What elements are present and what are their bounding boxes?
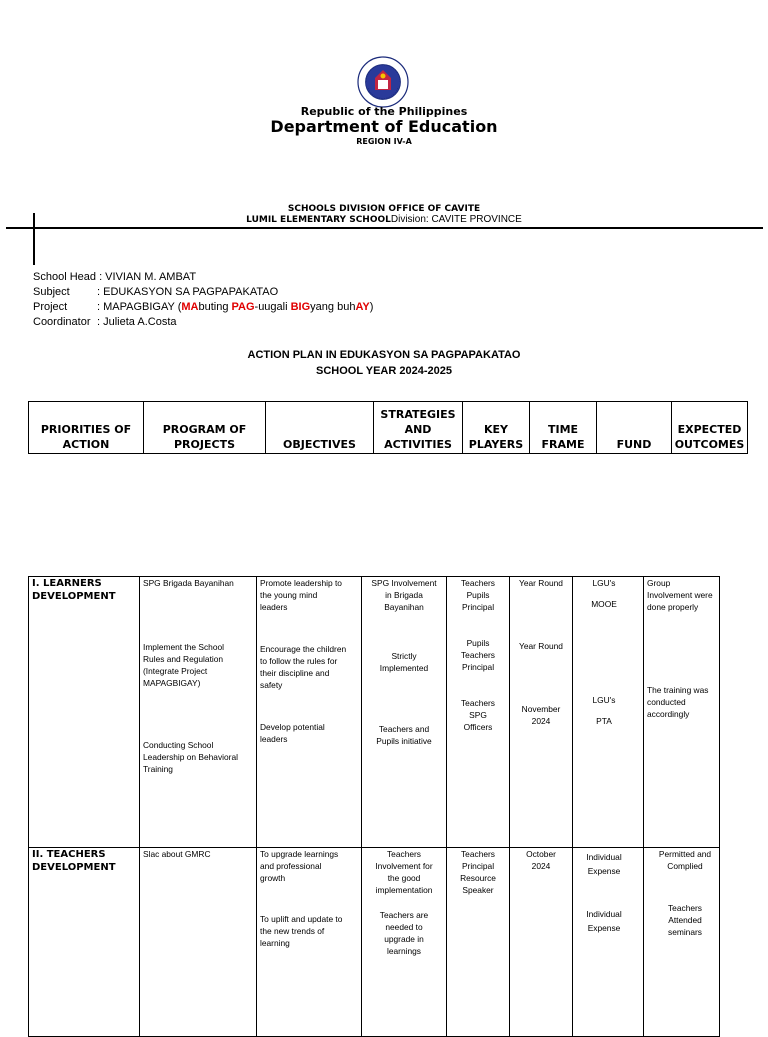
table-row (29, 577, 720, 848)
action-plan-table (28, 576, 720, 1037)
key-players-item: Teachers SPG Officers (461, 698, 495, 732)
project-text-part: yang buh (310, 301, 356, 313)
fund-item: LGU's (592, 578, 616, 588)
program-item: SPG Brigada Bayanihan (143, 578, 234, 588)
program-item: Implement the School Rules and Regulation (Integrate Project MAPAGBIGAY) (143, 642, 225, 688)
outcome-item: Group Involvement were done properly (647, 578, 713, 612)
col-priorities: PRIORITIES OF ACTION (29, 402, 144, 454)
time-frame-item: November 2024 (521, 704, 561, 726)
time-frame-item: October 2024 (526, 849, 556, 871)
strategy-item: Teachers are needed to upgrade in learnings (379, 910, 429, 956)
objective-item: Promote leadership to the young mind leaders (260, 578, 342, 612)
col-program: PROGRAM OF PROJECTS (144, 402, 266, 454)
fund-item: Individual Expense (586, 909, 622, 933)
republic-heading: Republic of the Philippines (300, 105, 468, 118)
fund-item: LGU's (592, 695, 616, 705)
col-strategies: STRATEGIES AND ACTIVITIES (374, 402, 463, 454)
key-players-item: Teachers Pupils Principal (461, 578, 495, 612)
division-office-heading: SCHOOLS DIVISION OFFICE OF CAVITE (287, 204, 481, 214)
fund-item: Individual Expense (586, 852, 622, 876)
project-acronym-part: BIG (290, 301, 311, 313)
subject-label: Subject (33, 286, 70, 298)
subject-line (33, 286, 278, 298)
subject-value: : EDUKASYON SA PAGPAPAKATAO (97, 286, 279, 298)
project-acronym-part: MA (181, 301, 199, 313)
key-players-item: Pupils Teachers Principal (461, 638, 495, 672)
col-outcomes: EXPECTED OUTCOMES (672, 402, 748, 454)
project-acronym-part: PAG (231, 301, 255, 313)
fund-item: MOOE (591, 599, 617, 609)
fund-item: PTA (596, 716, 612, 726)
school-heading (0, 214, 768, 225)
objective-item: To uplift and update to the new trends of learning (260, 914, 343, 948)
school-head-value: : VIVIAN M. AMBAT (99, 271, 197, 283)
school-head-label: School Head (33, 271, 96, 283)
col-fund: FUND (597, 402, 672, 454)
project-text-part: ) (369, 301, 374, 313)
project-text-part: -uugali (254, 301, 291, 313)
project-acronym-part: AY (355, 301, 370, 313)
col-time-frame: TIME FRAME (530, 402, 597, 454)
section-title: I. LEARNERS DEVELOPMENT (32, 578, 116, 602)
project-value: : MAPAGBIGAY ( (97, 301, 182, 313)
column-header-table (28, 401, 748, 454)
strategy-item: Strictly Implemented (379, 651, 429, 673)
deped-seal-logo (357, 56, 409, 108)
strategy-item: Teachers Involvement for the good implementation (375, 849, 433, 895)
time-frame-item: Year Round (519, 641, 563, 651)
strategy-item: SPG Involvement in Brigada Bayanihan (371, 578, 437, 612)
program-item: Slac about GMRC (143, 849, 211, 859)
program-item: Conducting School Leadership on Behavioral Training (143, 740, 238, 774)
section-title: II. TEACHERS DEVELOPMENT (32, 849, 116, 873)
header-divider (6, 227, 763, 229)
project-text-part: buting (198, 301, 232, 313)
project-line (33, 301, 373, 313)
header-vertical-rule (33, 213, 35, 265)
col-key-players: KEY PLAYERS (463, 402, 530, 454)
school-head-line (33, 271, 196, 283)
division-name: Division: CAVITE PROVINCE (390, 214, 522, 225)
time-frame-item: Year Round (519, 578, 563, 588)
col-objectives: OBJECTIVES (266, 402, 374, 454)
project-label: Project (33, 301, 68, 313)
objective-item: To upgrade learnings and professional growth (260, 849, 339, 883)
outcome-item: Permitted and Complied (658, 849, 712, 871)
objective-item: Develop potential leaders (260, 722, 325, 744)
coordinator-line (33, 316, 177, 328)
strategy-item: Teachers and Pupils initiative (376, 724, 432, 746)
school-year: SCHOOL YEAR 2024-2025 (316, 365, 452, 377)
region-heading: REGION IV-A (356, 137, 412, 146)
plan-title: ACTION PLAN IN EDUKASYON SA PAGPAPAKATAO (247, 349, 521, 361)
table-row (29, 848, 720, 1037)
outcome-item: Teachers Attended seminars (668, 903, 702, 937)
outcome-item: The training was conducted accordingly (647, 685, 709, 719)
school-name: LUMIL ELEMENTARY SCHOOL (246, 215, 391, 225)
department-heading: Department of Education (270, 117, 498, 136)
coordinator-value: : Julieta A.Costa (97, 316, 177, 328)
objective-item: Encourage the children to follow the rules for their discipline and safety (260, 644, 347, 690)
coordinator-label: Coordinator (33, 316, 91, 328)
key-players-item: Teachers Principal Resource Speaker (460, 849, 496, 895)
